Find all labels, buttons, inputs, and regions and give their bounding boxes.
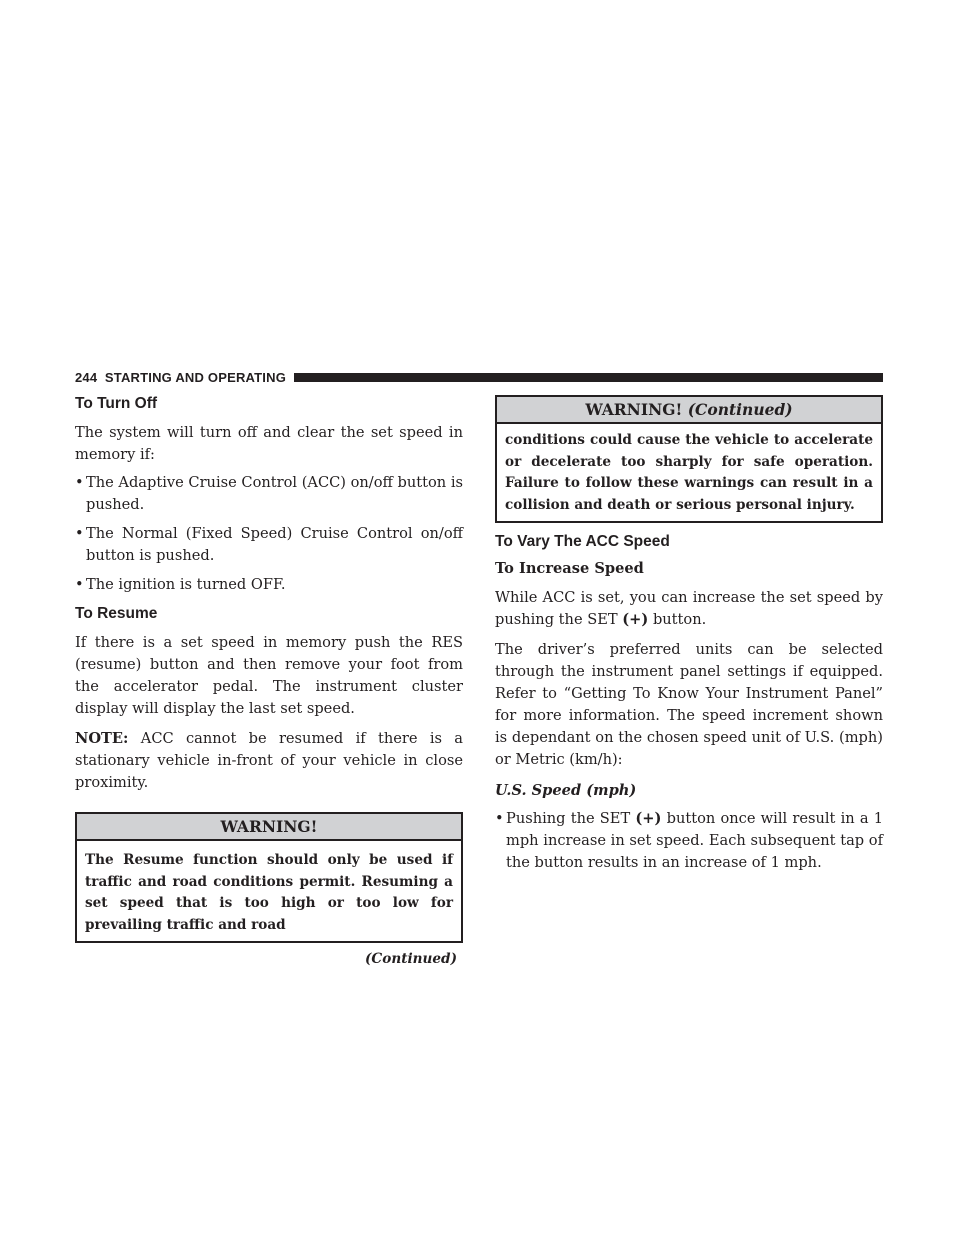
list-item [495,808,883,874]
list-item: • The Adaptive Cruise Control (ACC) on/off button is pushed. [75,472,463,516]
turn-off-list [75,472,463,596]
header-rule [294,373,883,382]
increase-speed-paragraph [495,587,883,631]
warning-box-continued [495,395,883,523]
right-column [495,388,883,874]
warning-box [75,812,463,943]
page-number: 244 [75,369,98,385]
vary-speed-heading: To Vary The ACC Speed [495,533,670,550]
resume-heading: To Resume [75,605,158,622]
list-item-text: button once will result in a 1 mph increase in set speed. Each subsequent tap of the button results in an increase of 1 mph. [506,810,884,871]
note-text: ACC cannot be resumed if there is a stationary vehicle in-front of your vehicle in close proximity. [75,730,464,791]
warning-text: The Resume function should only be used if traffic and road conditions permit. Resuming a set speed that is too high or too low for prevailing traffic and road [85,852,453,933]
continued-label: (Continued) [365,951,457,967]
units-paragraph: The driver’s preferred units can be selected through the instrument panel settings if equipped. Refer to “Getting To Know Your Instrument Panel” for more information. The speed increment shown is dependant on the chosen speed unit of U.S. (mph) or Metric (km/h): [495,641,883,768]
warning-title: WARNING! [585,400,683,419]
section-title: STARTING AND OPERATING [104,369,287,385]
us-speed-list [495,808,883,874]
warning-title-suffix: (Continued) [687,400,793,419]
turn-off-intro: The system will turn off and clear the set speed in memory if: [75,424,463,463]
list-item: • The ignition is turned OFF. [75,574,463,596]
note-label: NOTE: [75,730,129,747]
left-column [75,388,463,967]
warning-continued-text: conditions could cause the vehicle to accelerate or decelerate too sharply for safe operation. Failure to follow these warnings can result in a collision and death or serious personal injury. [505,432,873,513]
resume-paragraph: If there is a set speed in memory push the RES (resume) button and then remove your foot from the accelerator pedal. The instrument cluster display will display the last set speed. [75,634,463,717]
paragraph-text: button. [652,611,707,628]
warning-title: WARNING! [77,814,461,841]
resume-note [75,728,463,794]
paragraph-text: While ACC is set, you can increase the set speed by pushing the SET [495,589,883,628]
set-plus-button-label: (+) [622,611,649,628]
page-header [75,370,883,384]
turn-off-heading: To Turn Off [75,395,158,412]
increase-speed-subheading: To Increase Speed [495,560,644,577]
us-speed-subheading: U.S. Speed (mph) [495,782,637,799]
list-item: • The Normal (Fixed Speed) Cruise Control on/off button is pushed. [75,523,463,567]
warning-continued-title [497,397,881,424]
list-item-text: Pushing the SET [506,810,631,827]
page-header-text [75,370,286,385]
set-plus-button-label: (+) [635,810,662,827]
